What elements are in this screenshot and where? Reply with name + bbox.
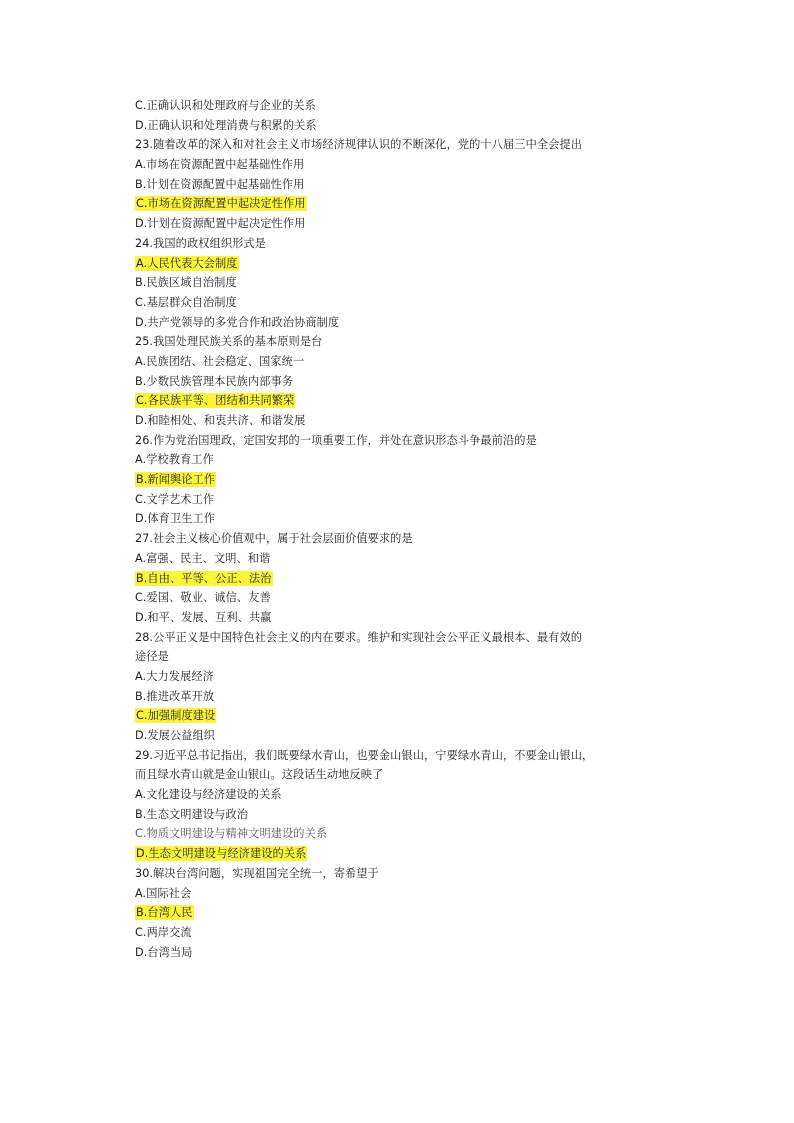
line-text: 27.社会主义核心价值观中，属于社会层面价值要求的是 [135,532,413,546]
question-line [135,746,695,766]
highlighted-answer: C.加强制度建设 [136,709,216,723]
question-line [135,234,695,254]
line-text: D.体育卫生工作 [135,512,216,526]
option-line [135,549,695,569]
document-page [135,96,695,962]
line-text: 29.习近平总书记指出，我们既要绿水青山，也要金山银山，宁要绿水青山，不要金山银山， [135,748,594,762]
line-text: D.和平、发展、互利、共赢 [135,610,272,624]
option-line [135,116,695,136]
line-text: B.推进改革开放 [135,689,215,703]
highlighted-answer: C.各民族平等、团结和共同繁荣 [136,394,295,408]
option-line [135,726,695,746]
line-text: B.少数民族管理本民族内部事务 [135,374,294,388]
question-line [135,628,695,648]
option-line [135,273,695,293]
option-line [135,194,695,214]
option-line [135,293,695,313]
line-text: C.正确认识和处理政府与企业的关系 [135,99,316,112]
option-line [135,765,695,785]
line-text: 24.我国的政权组织形式是 [135,236,266,250]
option-line [135,903,695,923]
line-text: 30.解决台湾问题，实现祖国完全统一，寄希望于 [135,866,379,880]
line-text: A.民族团结、社会稳定、国家统一 [135,354,305,368]
line-text: 23.随着改革的深入和对社会主义市场经济规律认识的不断深化，党的十八届三中全会提出 [135,138,583,152]
line-text: A.富强、民主、文明、和谐 [135,551,271,565]
question-line [135,332,695,352]
option-line [135,706,695,726]
line-text: A.大力发展经济 [135,669,214,683]
line-text: D.台湾当局 [135,945,193,959]
line-text: C.两岸交流 [135,925,192,939]
option-line [135,844,695,864]
line-text: 28.公平正义是中国特色社会主义的内在要求。维护和实现社会公平正义最根本、最有效的 [135,630,583,644]
option-line [135,450,695,470]
option-line [135,490,695,510]
option-line [135,155,695,175]
option-line [135,884,695,904]
option-line [135,608,695,628]
line-text: 而且绿水青山就是金山银山。这段话生动地反映了 [135,768,384,782]
line-text: D.和睦相处、和衷共济、和谐发展 [135,414,306,427]
option-line [135,313,695,333]
question-line [135,529,695,549]
line-text: C.文学艺术工作 [135,492,215,506]
line-text: D.计划在资源配置中起决定性作用 [135,217,306,231]
highlighted-answer: B.台湾人民 [136,906,193,920]
option-line [135,411,695,431]
line-text: A.文化建设与经济建设的关系 [135,788,282,802]
line-text: D.共产党领导的多党合作和政治协商制度 [135,315,340,329]
line-text: 25.我国处理民族关系的基本原则是台 [135,335,323,349]
option-line [135,175,695,195]
question-line [135,135,695,155]
line-text: C.物质文明建设与精神文明建设的关系 [135,827,328,841]
option-line [135,214,695,234]
option-line [135,372,695,392]
question-line [135,864,695,884]
option-line [135,391,695,411]
highlighted-answer: A.人民代表大会制度 [136,256,238,270]
option-line [135,824,695,844]
option-line [135,805,695,825]
line-text: 26.作为党治国理政，定国安邦的一项重要工作，并处在意识形态斗争最前沿的是 [135,433,537,447]
option-line [135,470,695,490]
option-line [135,943,695,963]
highlighted-answer: B.自由、平等、公正、法治 [136,571,272,585]
line-text: D.正确认识和处理消费与积累的关系 [135,118,317,132]
option-line [135,785,695,805]
line-text: B.生态文明建设与政治 [135,807,249,821]
line-text: A.国际社会 [135,886,192,900]
highlighted-answer: B.新闻舆论工作 [136,473,216,487]
option-line [135,647,695,667]
highlighted-answer: C.市场在资源配置中起决定性作用 [136,197,306,211]
option-line [135,588,695,608]
option-line [135,667,695,687]
line-text: B.计划在资源配置中起基础性作用 [135,177,305,191]
question-line [135,431,695,451]
line-text: C.爱国、敬业、诚信、友善 [135,591,271,605]
highlighted-answer: D.生态文明建设与经济建设的关系 [136,847,307,861]
option-line [135,96,695,116]
option-line [135,509,695,529]
option-line [135,352,695,372]
line-text: D.发展公益组织 [135,729,216,742]
option-line [135,254,695,274]
line-text: A.市场在资源配置中起基础性作用 [135,158,305,172]
option-line [135,923,695,943]
line-text: 途径是 [135,650,169,664]
line-text: B.民族区域自治制度 [135,276,237,290]
option-line [135,569,695,589]
line-text: A.学校教育工作 [135,453,214,467]
line-text: C.基层群众自治制度 [135,295,237,309]
option-line [135,687,695,707]
